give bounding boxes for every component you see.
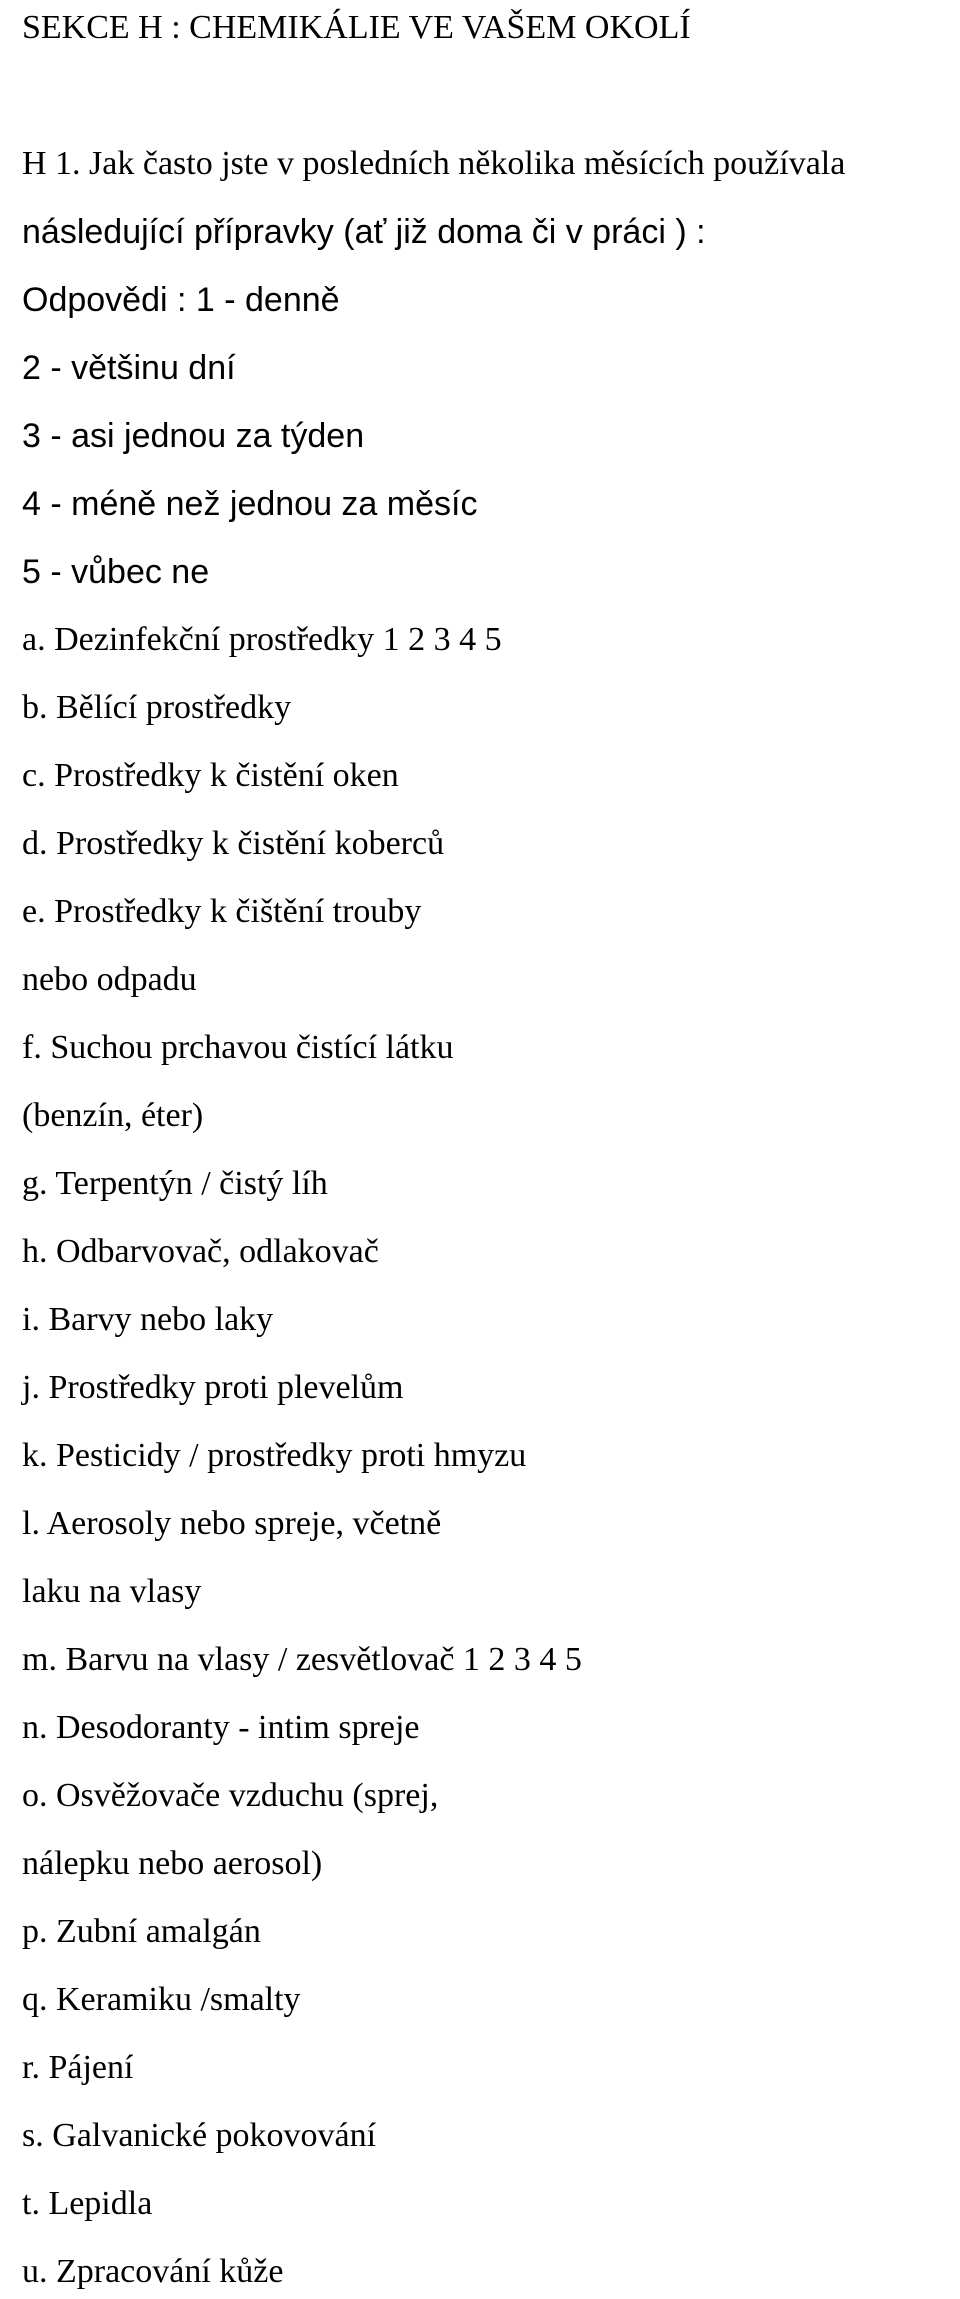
item-a: a. Dezinfekční prostředky 1 2 3 4 5 xyxy=(22,621,502,658)
question-line-2: následující přípravky (ať již doma či v práci ) : xyxy=(22,213,706,251)
answer-scale-5: 5 - vůbec ne xyxy=(22,553,210,591)
answer-scale-4: 4 - méně než jednou za měsíc xyxy=(22,485,478,523)
item-h: h. Odbarvovač, odlakovač xyxy=(22,1233,379,1270)
item-f: f. Suchou prchavou čistící látku xyxy=(22,1029,454,1066)
item-d: d. Prostředky k čistění koberců xyxy=(22,825,445,862)
item-m: m. Barvu na vlasy / zesvětlovač 1 2 3 4 5 xyxy=(22,1641,582,1678)
item-k: k. Pesticidy / prostředky proti hmyzu xyxy=(22,1437,527,1474)
item-j: j. Prostředky proti plevelům xyxy=(22,1369,404,1406)
item-n: n. Desodoranty - intim spreje xyxy=(22,1709,420,1746)
item-l-continued: laku na vlasy xyxy=(22,1573,202,1610)
item-c: c. Prostředky k čistění oken xyxy=(22,757,399,794)
item-e-continued: nebo odpadu xyxy=(22,961,197,998)
item-u: u. Zpracování kůže xyxy=(22,2253,284,2290)
item-r: r. Pájení xyxy=(22,2049,134,2086)
item-i: i. Barvy nebo laky xyxy=(22,1301,274,1338)
item-f-continued: (benzín, éter) xyxy=(22,1097,204,1134)
item-q: q. Keramiku /smalty xyxy=(22,1981,301,2018)
question-line-1: H 1. Jak často jste v posledních několika měsících používala xyxy=(22,145,846,182)
answer-scale-3: 3 - asi jednou za týden xyxy=(22,417,365,455)
item-l: l. Aerosoly nebo spreje, včetně xyxy=(22,1505,442,1542)
item-g: g. Terpentýn / čistý líh xyxy=(22,1165,328,1202)
item-s: s. Galvanické pokovování xyxy=(22,2117,377,2154)
section-title: SEKCE H : CHEMIKÁLIE VE VAŠEM OKOLÍ xyxy=(22,9,691,46)
item-e: e. Prostředky k čištění trouby xyxy=(22,893,422,930)
answer-scale-1: Odpovědi : 1 - denně xyxy=(22,281,340,319)
item-o-continued: nálepku nebo aerosol) xyxy=(22,1845,323,1882)
item-b: b. Bělící prostředky xyxy=(22,689,292,726)
item-o: o. Osvěžovače vzduchu (sprej, xyxy=(22,1777,439,1814)
item-p: p. Zubní amalgán xyxy=(22,1913,261,1950)
answer-scale-2: 2 - většinu dní xyxy=(22,349,236,387)
item-t: t. Lepidla xyxy=(22,2185,153,2222)
